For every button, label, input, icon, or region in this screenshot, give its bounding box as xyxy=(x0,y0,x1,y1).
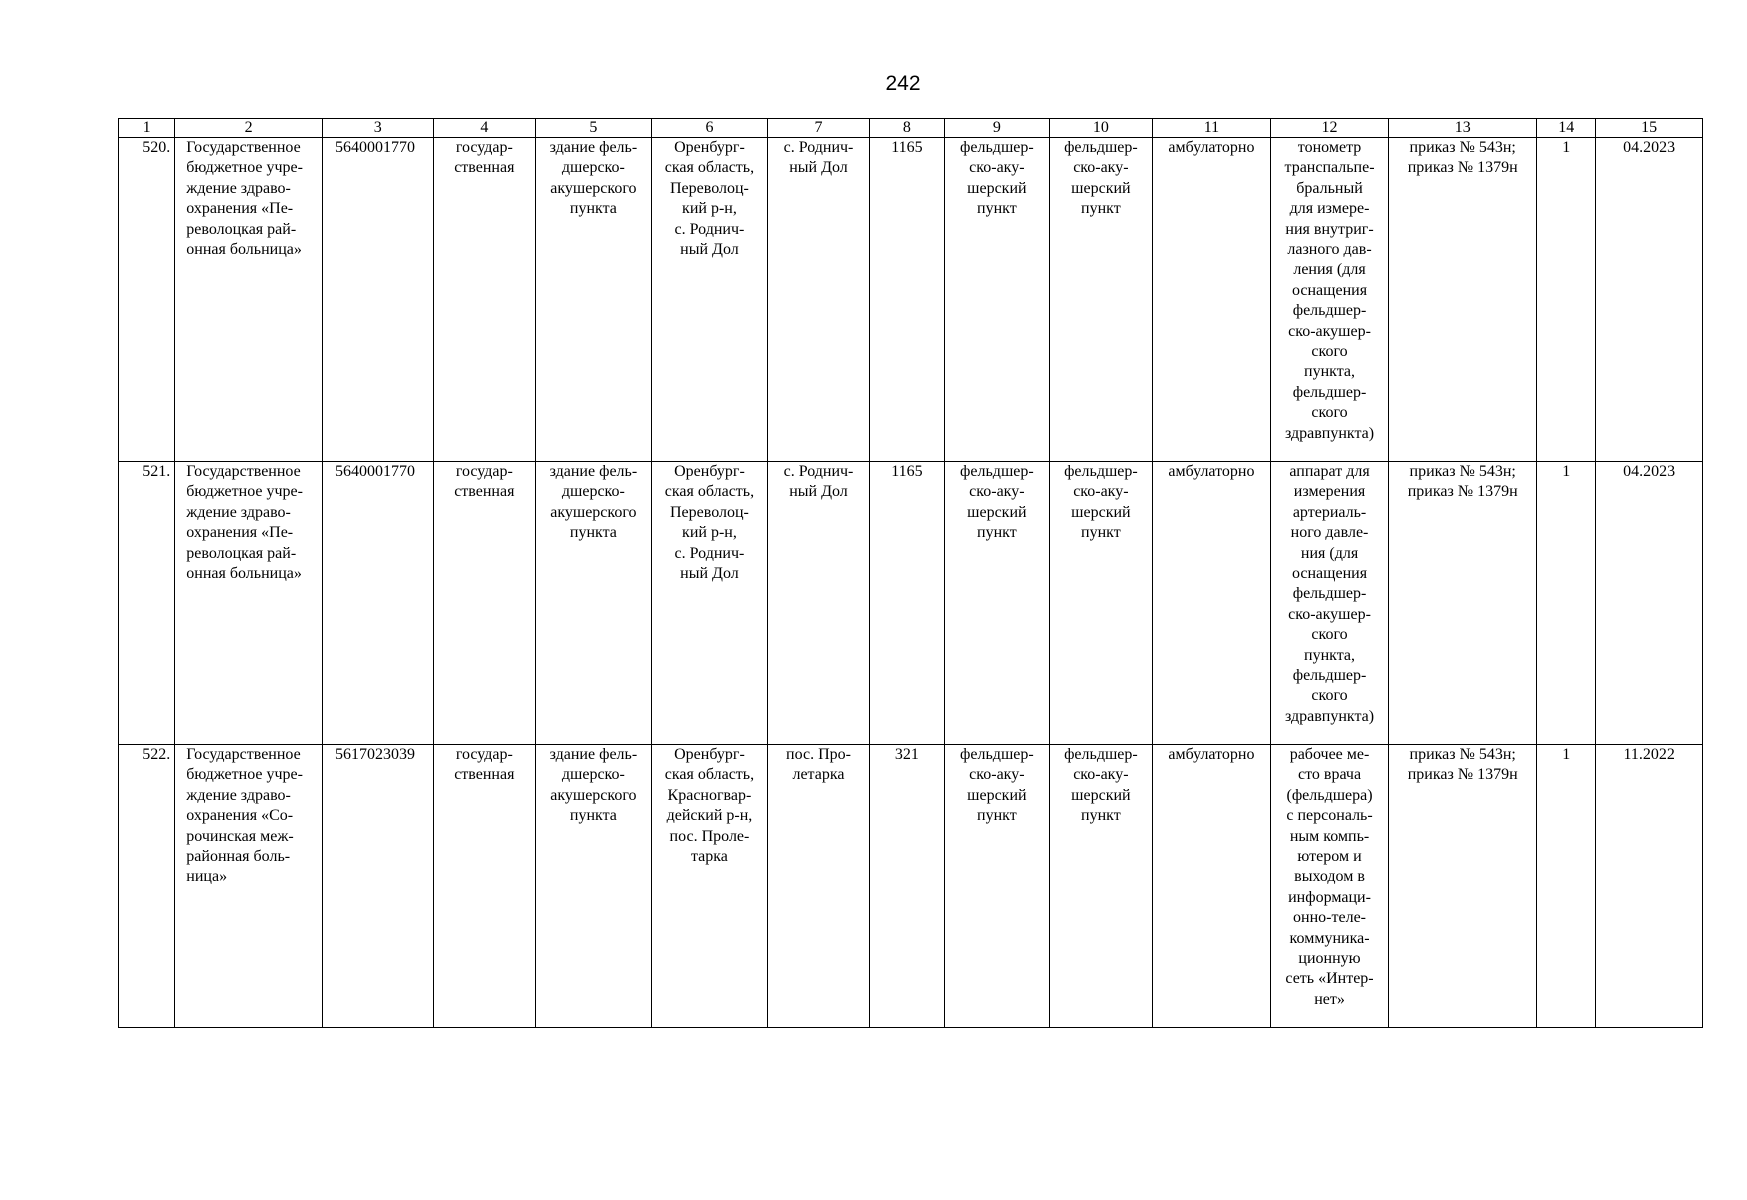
population-cell: 1165 xyxy=(869,462,944,745)
care-condition-cell: амбулаторно xyxy=(1153,745,1271,1028)
equipment-cell: тонометр транспальпе- бральный для измере- ния внутриг- лазного дав- ления (для оснащения фельдшер- ско-акушер- ского пункта, фельдшер- ского здравпункта) xyxy=(1270,138,1389,462)
ownership-cell: государ- ственная xyxy=(433,462,536,745)
column-header: 6 xyxy=(651,119,768,138)
column-header: 9 xyxy=(945,119,1050,138)
facility-subtype-cell: фельдшер- ско-аку- шерский пункт xyxy=(1049,462,1153,745)
object-cell: здание фель- дшерско- акушерского пункта xyxy=(536,138,652,462)
order-cell: приказ № 543н; приказ № 1379н xyxy=(1389,745,1537,1028)
order-cell: приказ № 543н; приказ № 1379н xyxy=(1389,462,1537,745)
organization-cell: Государственное бюджетное учре- ждение здраво- охранения «Со- рочинская меж- районная боль- ница» xyxy=(175,745,323,1028)
column-header: 8 xyxy=(869,119,944,138)
facility-subtype-cell: фельдшер- ско-аку- шерский пункт xyxy=(1049,138,1153,462)
column-header: 12 xyxy=(1270,119,1389,138)
address-cell: Оренбург- ская область, Переволоц- кий р-н, с. Роднич- ный Дол xyxy=(651,138,768,462)
facility-type-cell: фельдшер- ско-аку- шерский пункт xyxy=(945,138,1050,462)
settlement-cell: с. Роднич- ный Дол xyxy=(768,462,870,745)
object-cell: здание фель- дшерско- акушерского пункта xyxy=(536,462,652,745)
equipment-cell: рабочее ме- сто врача (фельдшера) с персональ- ным компь- ютером и выходом в информаци- онно-теле- коммуника- ционную сеть «Интер- нет» xyxy=(1270,745,1389,1028)
column-header: 3 xyxy=(323,119,434,138)
row-number-cell: 520. xyxy=(119,138,175,462)
quantity-cell: 1 xyxy=(1537,745,1596,1028)
column-header: 14 xyxy=(1537,119,1596,138)
address-cell: Оренбург- ская область, Переволоц- кий р-н, с. Роднич- ный Дол xyxy=(651,462,768,745)
object-cell: здание фель- дшерско- акушерского пункта xyxy=(536,745,652,1028)
date-cell: 04.2023 xyxy=(1596,138,1703,462)
date-cell: 04.2023 xyxy=(1596,462,1703,745)
table-row xyxy=(119,745,1703,1028)
care-condition-cell: амбулаторно xyxy=(1153,462,1271,745)
address-cell: Оренбург- ская область, Красногвар- дейский р-н, пос. Проле- тарка xyxy=(651,745,768,1028)
column-header: 11 xyxy=(1153,119,1271,138)
page-number: 242 xyxy=(885,72,921,95)
ownership-cell: государ- ственная xyxy=(433,745,536,1028)
column-header: 10 xyxy=(1049,119,1153,138)
table-row xyxy=(119,138,1703,462)
column-header: 13 xyxy=(1389,119,1537,138)
care-condition-cell: амбулаторно xyxy=(1153,138,1271,462)
facility-type-cell: фельдшер- ско-аку- шерский пункт xyxy=(945,745,1050,1028)
table-row xyxy=(119,462,1703,745)
order-cell: приказ № 543н; приказ № 1379н xyxy=(1389,138,1537,462)
column-number-row xyxy=(119,119,1703,138)
column-header: 1 xyxy=(119,119,175,138)
facility-type-cell: фельдшер- ско-аку- шерский пункт xyxy=(945,462,1050,745)
inn-cell: 5617023039 xyxy=(323,745,434,1028)
column-header: 2 xyxy=(175,119,323,138)
date-cell: 11.2022 xyxy=(1596,745,1703,1028)
settlement-cell: с. Роднич- ный Дол xyxy=(768,138,870,462)
column-header: 15 xyxy=(1596,119,1703,138)
organization-cell: Государственное бюджетное учре- ждение здраво- охранения «Пе- револоцкая рай- онная больница» xyxy=(175,138,323,462)
column-header: 4 xyxy=(433,119,536,138)
facility-subtype-cell: фельдшер- ско-аку- шерский пункт xyxy=(1049,745,1153,1028)
quantity-cell: 1 xyxy=(1537,138,1596,462)
ownership-cell: государ- ственная xyxy=(433,138,536,462)
row-number-cell: 521. xyxy=(119,462,175,745)
column-header: 7 xyxy=(768,119,870,138)
population-cell: 1165 xyxy=(869,138,944,462)
organization-cell: Государственное бюджетное учре- ждение здраво- охранения «Пе- револоцкая рай- онная больница» xyxy=(175,462,323,745)
inn-cell: 5640001770 xyxy=(323,462,434,745)
settlement-cell: пос. Про- летарка xyxy=(768,745,870,1028)
register-table xyxy=(118,118,1703,1028)
equipment-cell: аппарат для измерения артериаль- ного давле- ния (для оснащения фельдшер- ско-акушер- ского пункта, фельдшер- ского здравпункта) xyxy=(1270,462,1389,745)
row-number-cell: 522. xyxy=(119,745,175,1028)
column-header: 5 xyxy=(536,119,652,138)
inn-cell: 5640001770 xyxy=(323,138,434,462)
quantity-cell: 1 xyxy=(1537,462,1596,745)
population-cell: 321 xyxy=(869,745,944,1028)
